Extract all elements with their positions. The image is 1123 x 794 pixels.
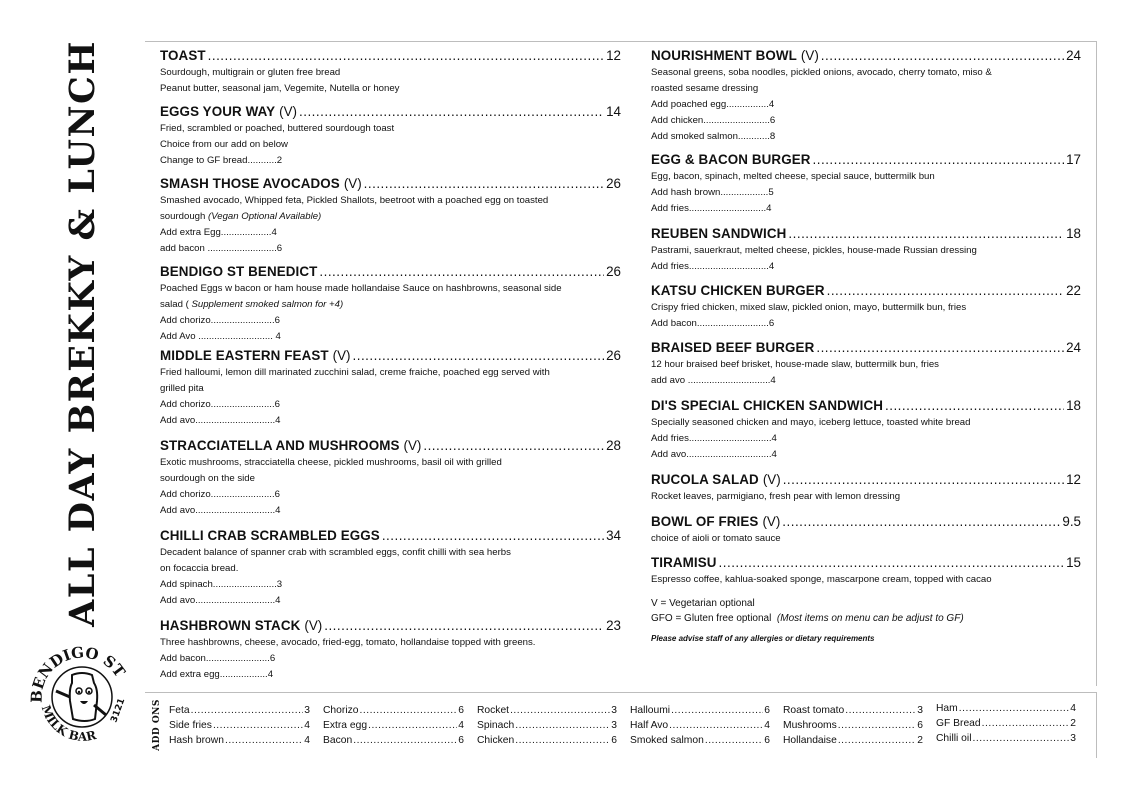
- menu-item-price: 14: [606, 104, 621, 119]
- addon-item: [169, 703, 310, 718]
- addon-name: Extra egg: [323, 720, 368, 731]
- dot-leader: [816, 339, 1064, 357]
- dot-leader: [813, 151, 1065, 169]
- menu-item-description: [651, 65, 1081, 81]
- addon-name: Hollandaise: [783, 735, 837, 746]
- addon-item: [936, 731, 1076, 746]
- menu-item: [651, 151, 1081, 217]
- menu-item-name: TIRAMISU: [651, 555, 717, 570]
- description-text: Exotic mushrooms, stracciatella cheese, pickled mushrooms, basil oil with grilled: [160, 457, 502, 468]
- menu-item-description: [160, 81, 621, 97]
- menu-item-price: 24: [1066, 340, 1081, 355]
- menu-item-tag: (V): [762, 514, 781, 529]
- description-text: Decadent balance of spanner crab with scrambled eggs, confit chilli with sea herbs: [160, 547, 511, 558]
- dot-leader: [959, 701, 1070, 716]
- menu-item-name: EGGS YOUR WAY: [160, 104, 276, 119]
- milk-bar-logo-icon: [28, 645, 133, 745]
- menu-item-price: 28: [606, 438, 621, 453]
- description-text: Fried, scrambled or poached, buttered sourdough toast: [160, 123, 395, 134]
- dot-leader: [827, 282, 1064, 300]
- addons-column: [323, 703, 464, 748]
- menu-item-name: DI'S SPECIAL CHICKEN SANDWICH: [651, 398, 884, 413]
- menu-item-price: 12: [606, 48, 621, 63]
- menu-item-addon: add bacon ..........................6: [160, 243, 283, 254]
- dot-leader: [324, 617, 604, 635]
- addon-price: 6: [917, 720, 923, 731]
- addon-item: [630, 703, 770, 718]
- addon-item: [323, 718, 464, 733]
- menu-item-header: [160, 47, 621, 65]
- menu-item-name: BOWL OF FRIES: [651, 514, 759, 529]
- menu-item-addon: Add avo................................4: [651, 449, 777, 460]
- dot-leader: [982, 716, 1070, 731]
- menu-item-description: [651, 81, 1081, 97]
- addon-name: Roast tomato: [783, 705, 845, 716]
- addon-price: 4: [764, 720, 770, 731]
- menu-item-name: BRAISED BEEF BURGER: [651, 340, 815, 355]
- description-text: Peanut butter, seasonal jam, Vegemite, Nutella or honey: [160, 83, 400, 94]
- addons-column: [477, 703, 617, 748]
- description-text: choice of aioli or tomato sauce: [651, 533, 781, 544]
- menu-frame-right-border: [1096, 41, 1097, 686]
- menu-item-tag: (V): [304, 618, 323, 633]
- dot-leader: [671, 703, 763, 718]
- dot-leader: [821, 47, 1064, 65]
- description-text: Sourdough, multigrain or gluten free bread: [160, 67, 341, 78]
- addons-right-border: [1096, 692, 1097, 758]
- description-text: sourdough: [160, 211, 206, 222]
- menu-item-addon: Add Avo ............................ 4: [160, 331, 281, 342]
- addon-item: [477, 718, 617, 733]
- side-title-text: ALL DAY BREKKY & LUNCH: [61, 39, 103, 627]
- menu-frame-top-border: [145, 41, 1097, 42]
- legend-vegetarian: V = Vegetarian optional: [651, 598, 755, 609]
- menu-item-addon: Add avo..............................4: [160, 505, 281, 516]
- dot-leader: [838, 733, 916, 748]
- dot-leader: [225, 733, 303, 748]
- description-text: Fried halloumi, lemon dill marinated zucchini salad, creme fraiche, poached egg served with: [160, 367, 550, 378]
- addon-name: Side fries: [169, 720, 212, 731]
- addon-name: Half Avo: [630, 720, 669, 731]
- description-text: Smashed avocado, Whipped feta, Pickled Shallots, beetroot with a poached egg on toasted: [160, 195, 549, 206]
- legend-gfo-text: GFO = Gluten free optional: [651, 613, 772, 624]
- addon-price: 2: [1070, 718, 1076, 729]
- menu-item-addon: add avo ...............................4: [651, 375, 776, 386]
- addon-price: 4: [458, 720, 464, 731]
- addon-name: Chicken: [477, 735, 515, 746]
- addon-item: [936, 701, 1076, 716]
- menu-item: [651, 554, 1081, 588]
- menu-item-description: [160, 297, 621, 313]
- dot-leader: [788, 225, 1064, 243]
- addon-price: 6: [764, 735, 770, 746]
- addon-name: Mushrooms: [783, 720, 837, 731]
- menu-item: [651, 339, 1081, 389]
- menu-item: [651, 47, 1081, 145]
- dot-leader: [885, 397, 1064, 415]
- menu-column-left: [160, 47, 621, 690]
- menu-item-description: [160, 365, 621, 381]
- addon-price: 6: [764, 705, 770, 716]
- menu-item-tag: (V): [343, 176, 362, 191]
- dot-leader: [782, 513, 1060, 531]
- addon-price: 3: [611, 705, 617, 716]
- menu-item: [160, 437, 621, 519]
- menu-item-price: 26: [606, 348, 621, 363]
- menu-item-name: STRACCIATELLA AND MUSHROOMS: [160, 438, 400, 453]
- logo-bottom-text: MILK BAR: [38, 703, 98, 744]
- menu-item-header: [651, 339, 1081, 357]
- menu-item-addon: Add chorizo........................6: [160, 399, 280, 410]
- menu-item-description: [160, 193, 621, 209]
- menu-item-addon: Add spinach........................3: [160, 579, 283, 590]
- addon-name: Halloumi: [630, 705, 671, 716]
- menu-item-description: [651, 531, 1081, 547]
- dot-leader: [208, 47, 604, 65]
- description-text: Crispy fried chicken, mixed slaw, pickled onion, mayo, buttermilk bun, fries: [651, 302, 967, 313]
- menu-item-price: 23: [606, 618, 621, 633]
- addon-item: [477, 733, 617, 748]
- addon-name: Rocket: [477, 705, 510, 716]
- side-title: [57, 39, 107, 627]
- menu-item-header: [160, 617, 621, 635]
- menu-item-price: 24: [1066, 48, 1081, 63]
- logo-top-text: BENDIGO ST: [28, 645, 129, 704]
- menu-item: [160, 527, 621, 609]
- addon-price: 4: [304, 720, 310, 731]
- dot-leader: [719, 554, 1065, 572]
- menu-item-tag: (V): [332, 348, 351, 363]
- menu-item-addon: Add avo..............................4: [160, 595, 281, 606]
- menu-item-header: [651, 513, 1081, 531]
- addons-grid: [169, 703, 1089, 748]
- addon-item: [169, 733, 310, 748]
- addon-item: [783, 733, 923, 748]
- addon-price: 3: [611, 720, 617, 731]
- description-note: (Vegan Optional Available): [208, 211, 322, 222]
- addon-name: Chilli oil: [936, 733, 972, 744]
- dot-leader: [705, 733, 763, 748]
- menu-column-right: [651, 47, 1081, 643]
- menu-item-description: [160, 635, 621, 651]
- menu-item: [160, 347, 621, 429]
- addon-price: 3: [304, 705, 310, 716]
- addon-price: 6: [611, 735, 617, 746]
- menu-item-name: REUBEN SANDWICH: [651, 226, 787, 241]
- dot-leader: [191, 703, 304, 718]
- menu-item-price: 18: [1066, 226, 1081, 241]
- menu-item-name: EGG & BACON BURGER: [651, 152, 811, 167]
- menu-item-description: [160, 281, 621, 297]
- menu-item-name: NOURISHMENT BOWL: [651, 48, 797, 63]
- menu-item-addon: Add extra Egg...................4: [160, 227, 277, 238]
- menu-item-addon: Add avo..............................4: [160, 415, 281, 426]
- addon-item: [783, 718, 923, 733]
- menu-item-addon: Change to GF bread...........2: [160, 155, 283, 166]
- dot-leader: [299, 103, 604, 121]
- addon-name: Hash brown: [169, 735, 224, 746]
- menu-item-price: 22: [1066, 283, 1081, 298]
- menu-item-price: 26: [606, 264, 621, 279]
- menu-item-name: HASHBROWN STACK: [160, 618, 301, 633]
- description-text: roasted sesame dressing: [651, 83, 759, 94]
- addon-price: 4: [304, 735, 310, 746]
- menu-item: [651, 513, 1081, 547]
- menu-item-description: [651, 357, 1081, 373]
- menu-item-description: [160, 121, 621, 137]
- menu-item-tag: (V): [762, 472, 781, 487]
- dot-leader: [515, 718, 610, 733]
- menu-item-addon: Add bacon........................6: [160, 653, 276, 664]
- menu-item-price: 17: [1066, 152, 1081, 167]
- menu-item-description: [160, 471, 621, 487]
- addon-item: [783, 703, 923, 718]
- addon-name: Spinach: [477, 720, 515, 731]
- menu-item: [160, 103, 621, 169]
- menu-item-addon: Add poached egg................4: [651, 99, 775, 110]
- addon-item: [477, 703, 617, 718]
- dot-leader: [783, 471, 1064, 489]
- menu-item-name: MIDDLE EASTERN FEAST: [160, 348, 329, 363]
- menu-item-addon: Add chorizo........................6: [160, 315, 280, 326]
- menu-item: [160, 617, 621, 683]
- menu-item: [651, 282, 1081, 332]
- menu-item-price: 15: [1066, 555, 1081, 570]
- menu-item-price: 26: [606, 176, 621, 191]
- menu-item-addon: Add hash brown..................5: [651, 187, 774, 198]
- dot-leader: [213, 718, 303, 733]
- dot-leader: [845, 703, 916, 718]
- menu-item-header: [160, 527, 621, 545]
- addon-name: Smoked salmon: [630, 735, 704, 746]
- description-text: on focaccia bread.: [160, 563, 239, 574]
- menu-item-header: [160, 347, 621, 365]
- legend-gluten-free: [651, 611, 1081, 626]
- menu-item-description: [651, 169, 1081, 185]
- menu-item-description: [160, 545, 621, 561]
- dot-leader: [838, 718, 916, 733]
- addon-price: 4: [1070, 703, 1076, 714]
- description-text: 12 hour braised beef brisket, house-made slaw, buttermilk bun, fries: [651, 359, 939, 370]
- description-text: sourdough on the side: [160, 473, 255, 484]
- addon-name: Chorizo: [323, 705, 359, 716]
- description-text: Espresso coffee, kahlua-soaked sponge, mascarpone cream, topped with cacao: [651, 574, 992, 585]
- addon-name: GF Bread: [936, 718, 981, 729]
- description-text: Seasonal greens, soba noodles, pickled onions, avocado, cherry tomato, miso &: [651, 67, 992, 78]
- dot-leader: [353, 733, 457, 748]
- dot-leader: [353, 347, 605, 365]
- addon-item: [936, 716, 1076, 731]
- menu-item-tag: (V): [279, 104, 298, 119]
- menu-item-addon: Add fries..............................4: [651, 261, 775, 272]
- addon-price: 3: [1070, 733, 1076, 744]
- allergy-notice: Please advise staff of any allergies or dietary requirements: [651, 634, 875, 643]
- description-text: grilled pita: [160, 383, 204, 394]
- menu-item-header: [651, 225, 1081, 243]
- dot-leader: [972, 731, 1069, 746]
- menu-item-addon: Add extra egg..................4: [160, 669, 274, 680]
- menu-item-header: [160, 437, 621, 455]
- addon-item: [323, 703, 464, 718]
- addon-item: [169, 718, 310, 733]
- menu-item-description: [160, 381, 621, 397]
- dot-leader: [382, 527, 604, 545]
- menu-item-header: [160, 175, 621, 193]
- addons-column: [783, 703, 923, 748]
- addon-name: Bacon: [323, 735, 353, 746]
- menu-item-header: [651, 397, 1081, 415]
- addon-price: 2: [917, 735, 923, 746]
- addon-item: [630, 718, 770, 733]
- dot-leader: [515, 733, 610, 748]
- menu-item-price: 18: [1066, 398, 1081, 413]
- description-text: Three hashbrowns, cheese, avocado, fried-egg, tomato, hollandaise topped with greens.: [160, 637, 536, 648]
- description-text: Specially seasoned chicken and mayo, iceberg lettuce, toasted white bread: [651, 417, 971, 428]
- menu-item-tag: (V): [800, 48, 819, 63]
- addon-name: Ham: [936, 703, 958, 714]
- addons-column: [630, 703, 770, 748]
- menu-item-name: BENDIGO ST BENEDICT: [160, 264, 318, 279]
- description-text: Rocket leaves, parmigiano, fresh pear with lemon dressing: [651, 491, 901, 502]
- menu-item-description: [160, 137, 621, 153]
- dot-leader: [364, 175, 604, 193]
- dot-leader: [669, 718, 763, 733]
- menu-item-header: [160, 103, 621, 121]
- menu-item-name: CHILLI CRAB SCRAMBLED EGGS: [160, 528, 380, 543]
- addons-column: [936, 701, 1076, 748]
- menu-item-addon: Add chorizo........................6: [160, 489, 280, 500]
- addon-price: 3: [917, 705, 923, 716]
- description-text: Egg, bacon, spinach, melted cheese, special sauce, buttermilk bun: [651, 171, 935, 182]
- addons-label-text: ADD ONS: [152, 699, 163, 751]
- menu-item: [160, 263, 621, 345]
- dot-leader: [510, 703, 610, 718]
- description-text: salad (: [160, 299, 189, 310]
- addons-label: [150, 700, 164, 750]
- addon-name: Feta: [169, 705, 190, 716]
- menu-item-description: [160, 209, 621, 225]
- menu-item-addon: Add smoked salmon............8: [651, 131, 776, 142]
- menu-item-price: 12: [1066, 472, 1081, 487]
- description-text: Choice from our add on below: [160, 139, 288, 150]
- menu-item-name: TOAST: [160, 48, 206, 63]
- menu-item-description: [651, 572, 1081, 588]
- menu-item-description: [651, 415, 1081, 431]
- menu-item-header: [160, 263, 621, 281]
- menu-item-name: RUCOLA SALAD: [651, 472, 759, 487]
- logo-number: 3121: [109, 697, 128, 725]
- menu-item-addon: Add chicken.........................6: [651, 115, 776, 126]
- menu-item-addon: Add fries...............................4: [651, 433, 777, 444]
- menu-item: [651, 471, 1081, 505]
- addon-price: 6: [458, 735, 464, 746]
- addon-price: 6: [458, 705, 464, 716]
- menu-item-description: [651, 300, 1081, 316]
- dot-leader: [319, 263, 604, 281]
- menu-item-header: [651, 471, 1081, 489]
- dietary-legend: [651, 596, 1081, 626]
- addon-item: [630, 733, 770, 748]
- menu-item-description: [160, 455, 621, 471]
- menu-item-addon: Add fries.............................4: [651, 203, 772, 214]
- menu-item-description: [651, 489, 1081, 505]
- menu-item: [651, 225, 1081, 275]
- dot-leader: [423, 437, 604, 455]
- legend-gfo-note: (Most items on menu can be adjust to GF): [776, 613, 964, 624]
- menu-item-name: KATSU CHICKEN BURGER: [651, 283, 825, 298]
- addon-item: [323, 733, 464, 748]
- menu-item-description: [160, 561, 621, 577]
- menu-item-price: 34: [606, 528, 621, 543]
- description-note: Supplement smoked salmon for +4): [191, 299, 344, 310]
- menu-item: [160, 47, 621, 97]
- menu-item-tag: (V): [403, 438, 422, 453]
- menu-item-price: 9.5: [1062, 514, 1081, 529]
- menu-item-header: [651, 554, 1081, 572]
- menu-item: [651, 397, 1081, 463]
- menu-item-header: [651, 47, 1081, 65]
- description-text: Pastrami, sauerkraut, melted cheese, pickles, house-made Russian dressing: [651, 245, 977, 256]
- menu-item-header: [651, 282, 1081, 300]
- dot-leader: [359, 703, 457, 718]
- dot-leader: [368, 718, 457, 733]
- menu-item-description: [160, 65, 621, 81]
- menu-item-description: [651, 243, 1081, 259]
- addons-column: [169, 703, 310, 748]
- description-text: Poached Eggs w bacon or ham house made hollandaise Sauce on hashbrowns, seasonal side: [160, 283, 562, 294]
- menu-item-header: [651, 151, 1081, 169]
- menu-item-addon: Add bacon...........................6: [651, 318, 775, 329]
- addons-top-border: [145, 692, 1097, 693]
- menu-item-name: SMASH THOSE AVOCADOS: [160, 176, 340, 191]
- menu-item: [160, 175, 621, 257]
